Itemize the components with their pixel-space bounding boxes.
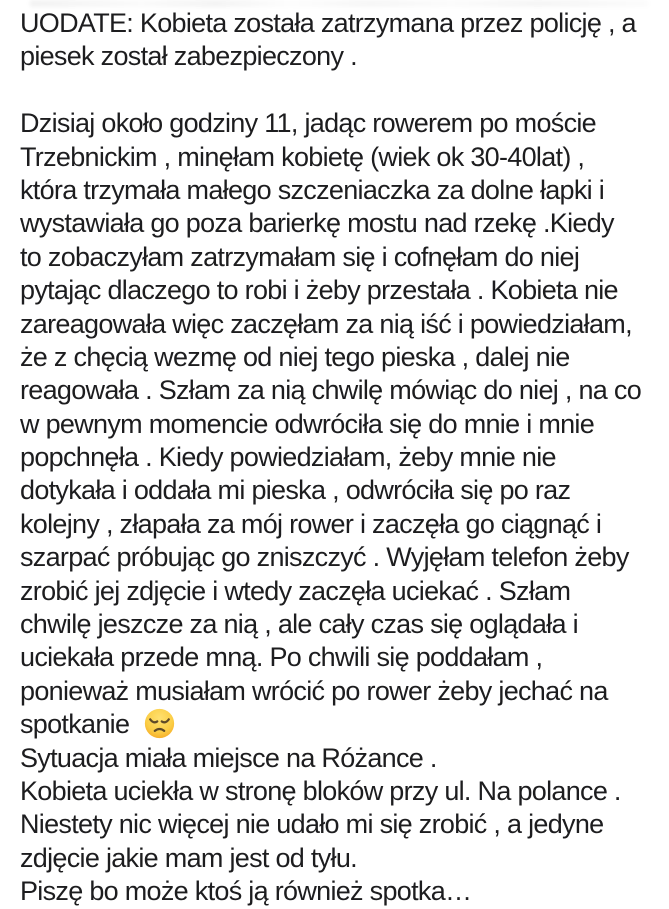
post-line: ponieważ musiałam wrócić po rower żeby jechać na [20,675,608,706]
post-line: uciekała przede mną. Po chwili się poddałam , [20,642,543,673]
post-line: że z chęcią wezmę od niej tego pieska , dalej nie [20,341,570,372]
post-line: która trzymała małego szczeniaczka za dolne łapki i [20,174,605,205]
post-blank-line [20,74,659,107]
post-line: zrobić jej zdjęcie i wtedy zaczęła uciekać . Szłam [20,575,571,606]
post-line: pytając dlaczego to robi i żeby przestała . Kobieta nie [20,275,618,306]
post-line: UODATE: Kobieta została zatrzymana przez policję , a [20,8,636,38]
post-line: Kobieta uciekła w stronę bloków przy ul. Na polance . [20,775,621,806]
post-line: Sytuacja miała miejsce na Różance . [20,742,437,773]
post-line: spotkanie [20,708,659,741]
pensive-face-emoji [144,708,175,739]
post-line: w pewnym momencie odwróciła się do mnie i mnie [20,408,595,439]
post-line: Trzebnickim , minęłam kobietę (wiek ok 30-40lat) , [20,141,585,172]
post-line: to zobaczyłam zatrzymałam się i cofnęłam do niej [20,241,580,272]
post-line: zareagowała więc zaczęłam za nią iść i powiedziałam, [20,308,632,339]
post-line: piesek został zabezpieczony . [20,41,357,72]
post-line: dotykała i oddała mi pieska , odwróciła się po raz [20,475,571,506]
post-line: popchnęła . Kiedy powiedziałam, żeby mnie nie [20,442,556,473]
post-line: zdjęcie jakie mam jest od tyłu. [20,842,357,873]
post-line: wystawiała go poza barierkę mostu nad rzekę .Kiedy [20,208,614,239]
post-line: reagowała . Szłam za nią chwilę mówiąc do niej , na co [20,375,642,406]
post-line: Dzisiaj około godziny 11, jadąc rowerem po moście [20,108,596,139]
post-line: kolejny , złapała za mój rower i zaczęła go ciągnąć i [20,508,602,539]
post-line: Niestety nic więcej nie udało mi się zrobić , a jedyne [20,809,604,840]
post-line: Piszę bo może ktoś ją również spotka… [20,876,472,907]
post-line: szarpać próbując go zniszczyć . Wyjęłam telefon żeby [20,542,629,573]
post-line: chwilę jeszcze za nią , ale cały czas się oglądała i [20,609,578,640]
